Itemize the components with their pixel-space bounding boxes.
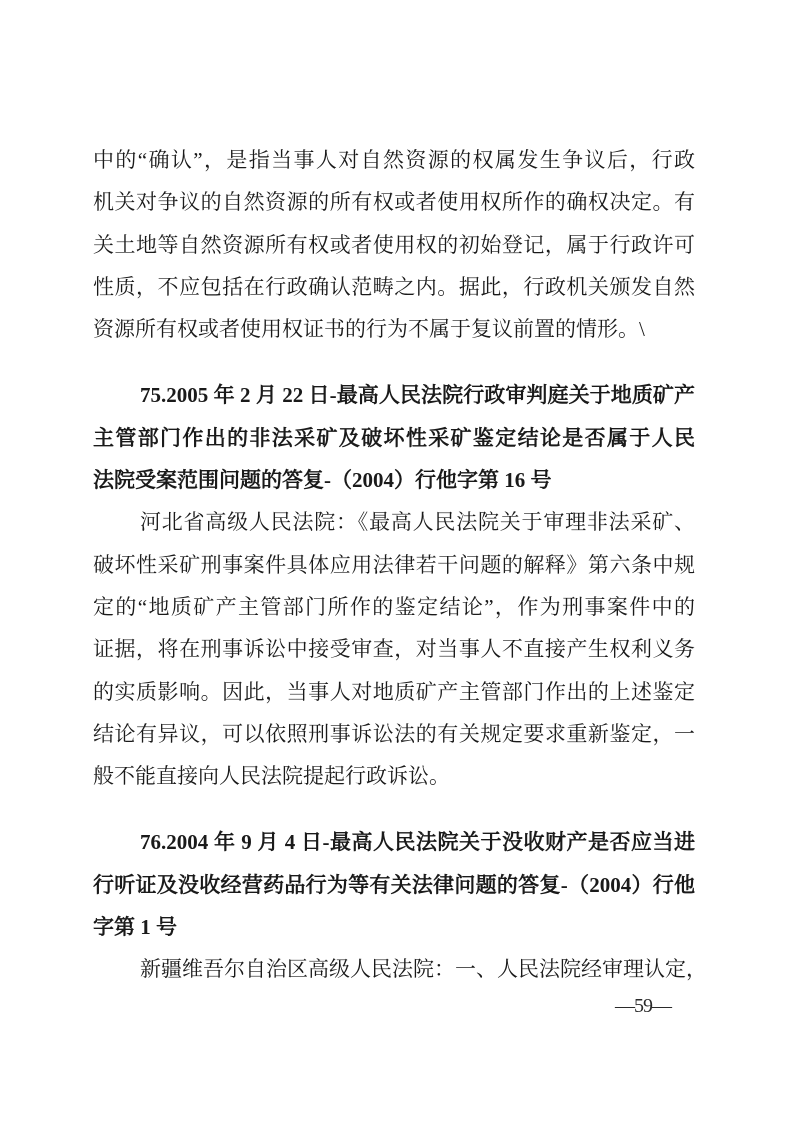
body-paragraph (93, 139, 695, 350)
document-content (93, 139, 707, 991)
text-line: 定的“地质矿产主管部门所作的鉴定结论”，作为刑事案件中的 (93, 594, 695, 619)
page-number: —59— (615, 995, 671, 1017)
text-line: 行听证及没收经营药品行为等有关法律问题的答复-（2004）行他 (93, 872, 695, 897)
body-paragraph (93, 501, 695, 797)
section-heading (93, 374, 695, 501)
body-paragraph (93, 948, 707, 990)
text-line: 河北省高级人民法院：《最高人民法院关于审理非法采矿、 (140, 510, 695, 535)
text-line: 关土地等自然资源所有权或者使用权的初始登记，属于行政许可 (93, 232, 695, 257)
text-line: 般不能直接向人民法院提起行政诉讼。 (93, 764, 450, 789)
text-line: 中的“确认”，是指当事人对自然资源的权属发生争议后，行政 (93, 148, 695, 172)
section-heading (93, 821, 695, 948)
text-line: 主管部门作出的非法采矿及破坏性采矿鉴定结论是否属于人民 (93, 425, 695, 450)
text-line: 性质，不应包括在行政确认范畴之内。据此，行政机关颁发自然 (93, 274, 695, 299)
text-line: 字第 1 号 (93, 915, 177, 940)
text-line: 资源所有权或者使用权证书的行为不属于复议前置的情形。\ (93, 317, 645, 342)
text-line: 证据，将在刑事诉讼中接受审查，对当事人不直接产生权利义务 (93, 637, 695, 662)
text-line: 法院受案范围问题的答复-（2004）行他字第 16 号 (93, 468, 552, 493)
text-line: 结论有异议，可以依照刑事诉讼法的有关规定要求重新鉴定，一 (93, 721, 695, 746)
text-line: 75.2005 年 2 月 22 日-最高人民法院行政审判庭关于地质矿产 (140, 383, 695, 408)
text-line: 76.2004 年 9 月 4 日-最高人民法院关于没收财产是否应当进 (140, 830, 695, 855)
text-line: 的实质影响。因此，当事人对地质矿产主管部门作出的上述鉴定 (93, 679, 695, 704)
text-line: 新疆维吾尔自治区高级人民法院：一、人民法院经审理认定， (140, 957, 707, 982)
text-line: 破坏性采矿刑事案件具体应用法律若干问题的解释》第六条中规 (93, 552, 695, 577)
text-line: 机关对争议的自然资源的所有权或者使用权所作的确权决定。有 (93, 190, 695, 215)
